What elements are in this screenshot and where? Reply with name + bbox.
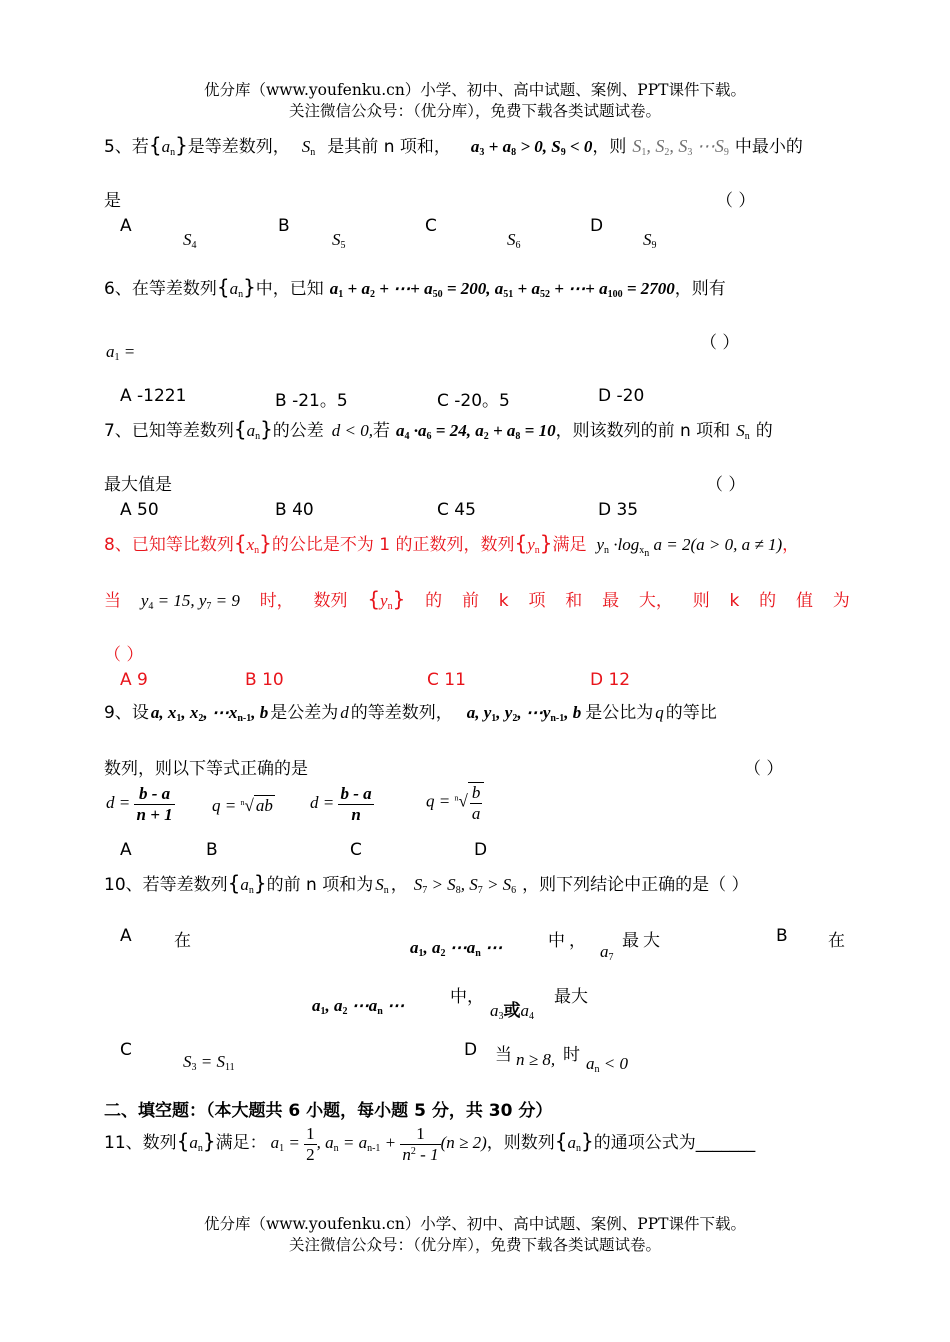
q8-word-4: 的	[425, 591, 443, 611]
q8-line-1: 8、已知等比数列$\{x_n\}$的公比是不为 1 的正数列，数列$\{y_n\}$满足 $y_n \cdot\log_{x_n}$ a = 2(a > 0, a ≠ 1)，	[104, 531, 800, 559]
q8-word-3: 数列	[313, 591, 348, 611]
q11-line-1: 11、数列$\{a_n\}$满足： $a_1$ = $\frac{1}{2}$ , $a_n = a_{n-1}$ + $\frac{1}{n^2 - 1}$ (n ≥ 2)，则数列$\{a_n\}$的通项公式为_______	[104, 1124, 756, 1164]
q5-option-d-math: $S_9$	[643, 230, 657, 251]
q5-text-5: 是	[104, 191, 121, 211]
q10-option-c-label: C	[120, 1040, 132, 1060]
q9-formula-c: d = $\frac{b - a}{n}$	[310, 784, 372, 824]
q7-option-a: A 50	[120, 500, 159, 520]
q7-option-c: C 45	[437, 500, 476, 520]
section-2-title: 二、填空题：（本大题共 6 小题，每小题 5 分，共 30 分）	[104, 1101, 553, 1121]
q5-option-c-label: C	[425, 216, 437, 236]
q6-option-b: B -21。5	[275, 391, 348, 411]
q10-option-a-zhong: 中，	[548, 931, 590, 951]
q9-text-4: 的等比	[665, 703, 717, 723]
q8-word-13: 的	[759, 591, 777, 611]
q8-number: 8、已知等比数列	[104, 535, 234, 555]
q7-paren: （ ）	[706, 475, 746, 495]
q10-option-b-zai: 在	[828, 931, 845, 951]
q9-option-c-label: C	[350, 840, 362, 860]
q8-word-14: 值	[795, 591, 813, 611]
q9-formula-b: q = $^n$√ ab	[212, 796, 273, 815]
q10-option-a-zai: 在	[174, 931, 191, 951]
q10-option-d-shi: 时	[563, 1045, 580, 1065]
q8-word-9: 最	[602, 591, 620, 611]
q10-option-a-math: $a_1$, $a_2$ $\cdots a_n$ ⋯	[410, 938, 503, 959]
q9-option-d-label: D	[474, 840, 488, 860]
q11-text-1: 满足：	[215, 1132, 267, 1153]
q10-option-b-huo: 或	[503, 1001, 521, 1021]
q9-formula-d: q = $^n$√ $\frac{b}{a}$	[426, 782, 484, 823]
q11-text-3: 的通项公式为_______	[593, 1132, 756, 1153]
q5-line-1: 5、若$\{a_n\}$是等差数列， $S_n$ 是其前 n 项和， $a_3 + a_8 > 0$, $S_9 < 0$，则 $S_1$, $S_2$, $S_3$ $\cdots S_9$ 中最小的	[104, 133, 803, 158]
q9-text-1: 是公差为	[270, 703, 339, 723]
footer-line-2: 关注微信公众号：（优分库），免费下载各类试题试卷。	[288, 1236, 661, 1254]
q8-word-11: 则	[692, 591, 710, 611]
q8-option-c: C 11	[427, 670, 466, 690]
q6-option-d: D -20	[598, 386, 645, 406]
q8-option-d: D 12	[590, 670, 631, 690]
footer-line-1: 优分库（www.youfenku.cn）小学、初中、高中试题、案例、PPT课件下载。	[203, 1215, 747, 1233]
header-line-2: 关注微信公众号：（优分库），免费下载各类试题试卷。	[288, 102, 661, 120]
q6-option-c: C -20。5	[437, 391, 510, 411]
q10-text-2: ，	[390, 875, 408, 895]
q10-option-a-a7: $a_7$	[600, 942, 614, 963]
q8-word-5: 前	[461, 591, 479, 611]
q7-number: 7、已知等差数列	[104, 421, 234, 441]
q8-word-15: 为	[832, 591, 850, 611]
q9-option-b-label: B	[206, 840, 218, 860]
q10-text-1: 的前 n 项和为	[266, 875, 374, 895]
q5-option-c-math: $S_6$	[507, 230, 521, 251]
q9-option-a-label: A	[120, 840, 132, 860]
q10-option-b-zhong: 中，	[450, 987, 484, 1007]
q8-word-12: k	[729, 591, 740, 611]
q5-text-2: 是其前 n 项和，	[327, 137, 451, 157]
q7-option-b: B 40	[275, 500, 314, 520]
q9-formula-a: d = $\frac{b - a}{n + 1}$	[106, 784, 173, 824]
q11-number: 11、数列	[104, 1132, 177, 1153]
header-line-1: 优分库（www.youfenku.cn）小学、初中、高中试题、案例、PPT课件下载。	[203, 81, 747, 99]
q7-text-1: 的公差	[272, 421, 324, 441]
q8-text-1: 的公比是不为 1 的正数列，数列	[271, 535, 515, 555]
q8-option-a: A 9	[120, 670, 148, 690]
q5-option-a-math: $S_4$	[183, 230, 197, 251]
q5-paren: （ ）	[716, 191, 756, 211]
q8-word-7: 项	[528, 591, 546, 611]
q10-line-1: 10、若等差数列$\{a_n\}$的前 n 项和为 $S_n$ ， $S_7 > S_8$, $S_7 > S_6$ ，则下列结论中正确的是（ ）	[104, 871, 749, 896]
q8-option-b: B 10	[245, 670, 284, 690]
q9-text-5: 数列，则以下等式正确的是	[104, 759, 308, 779]
q8-line-2: 当 $y_4 = 15$, $y_7 = 9$ 时， 数列 $\{y_n\}$ 的 前 k 项 和 最 大， 则 k 的 值 为	[104, 587, 850, 612]
q6-line-1: 6、在等差数列$\{a_n\}$中，已知 $a_1 + a_2$ + ⋯+ $a_{50} = 200$, $a_{51} + a_{52}$ + ⋯+ $a_{100} = 2700$，则有	[104, 275, 726, 300]
q8-text-3: ，	[782, 535, 800, 555]
q10-option-b-max: 最大	[554, 987, 588, 1007]
q5-option-b-math: $S_5$	[332, 230, 346, 251]
q7-text-3: ，则该数列的前 n 项和	[555, 421, 731, 441]
q6-text-1: 中，已知	[255, 279, 324, 299]
q9-text-2: 的等差数列，	[350, 703, 453, 723]
q8-word-1: 当	[104, 591, 121, 611]
q8-text-2: 满足	[552, 535, 587, 555]
q7-text-4: 的	[755, 421, 773, 441]
q6-option-a: A -1221	[120, 386, 187, 406]
q7-option-d: D 35	[598, 500, 639, 520]
q7-line-1: 7、已知等差数列$\{a_n\}$的公差 d < 0,若 $a_4 \cdot a_6 = 24$, $a_2 + a_8 = 10$，则该数列的前 n 项和 $S_n$ 的	[104, 417, 773, 442]
q8-word-6: k	[498, 591, 509, 611]
q10-option-b-a3a4: $a_3$或$a_4$	[490, 1001, 534, 1022]
q6-a1-math: $a_1$ =	[106, 342, 136, 363]
q10-option-a-max: 最大	[622, 931, 664, 951]
q5-text-4: 中最小的	[734, 137, 803, 157]
q11-text-2: ，则数列	[486, 1132, 555, 1153]
q5-option-d-label: D	[590, 216, 604, 236]
q5-option-b-label: B	[278, 216, 290, 236]
q7-text-2: 若	[373, 421, 391, 441]
q5-text-3: ，则	[592, 137, 627, 157]
q9-number: 9、设	[104, 703, 149, 723]
q9-paren: （ ）	[744, 759, 784, 779]
q10-option-d-dang: 当	[495, 1045, 512, 1065]
q6-paren: （ ）	[700, 333, 740, 353]
q7-text-5: 最大值是	[104, 475, 172, 495]
q6-number: 6、在等差数列	[104, 279, 217, 299]
q10-option-d-math-1: n ≥ 8,	[516, 1050, 556, 1069]
q9-text-3: 是公比为	[585, 703, 654, 723]
q10-text-3: ，则下列结论中正确的是（ ）	[522, 875, 749, 895]
q5-option-a-label: A	[120, 216, 132, 236]
q10-option-c-math: $S_3 = S_{11}$	[183, 1052, 235, 1073]
q10-number: 10、若等差数列	[104, 875, 228, 895]
q8-word-2: 时，	[259, 591, 294, 611]
q6-text-2: ，则有	[674, 279, 726, 299]
q8-paren: （ ）	[104, 645, 144, 665]
q10-option-b-math: $a_1$, $a_2$ $\cdots a_n$ ⋯	[312, 996, 405, 1017]
q9-line-1: 9、设 a, $x_1$, $x_2$, $\cdots x_{n-1}$, b 是公差为 d 的等差数列， a, $y_1$, $y_2$, $\cdots y_{n-1}$, b 是公比为 q 的等比	[104, 703, 717, 724]
q8-word-10: 大，	[638, 591, 673, 611]
q10-option-d-label: D	[464, 1040, 478, 1060]
q10-option-b-label: B	[776, 926, 788, 946]
q5-text-1: 是等差数列，	[187, 137, 290, 157]
q5-number: 5、若	[104, 137, 149, 157]
q8-word-8: 和	[565, 591, 583, 611]
q10-option-d-math-2: $a_n < 0$	[586, 1054, 628, 1075]
q10-option-a-label: A	[120, 926, 132, 946]
